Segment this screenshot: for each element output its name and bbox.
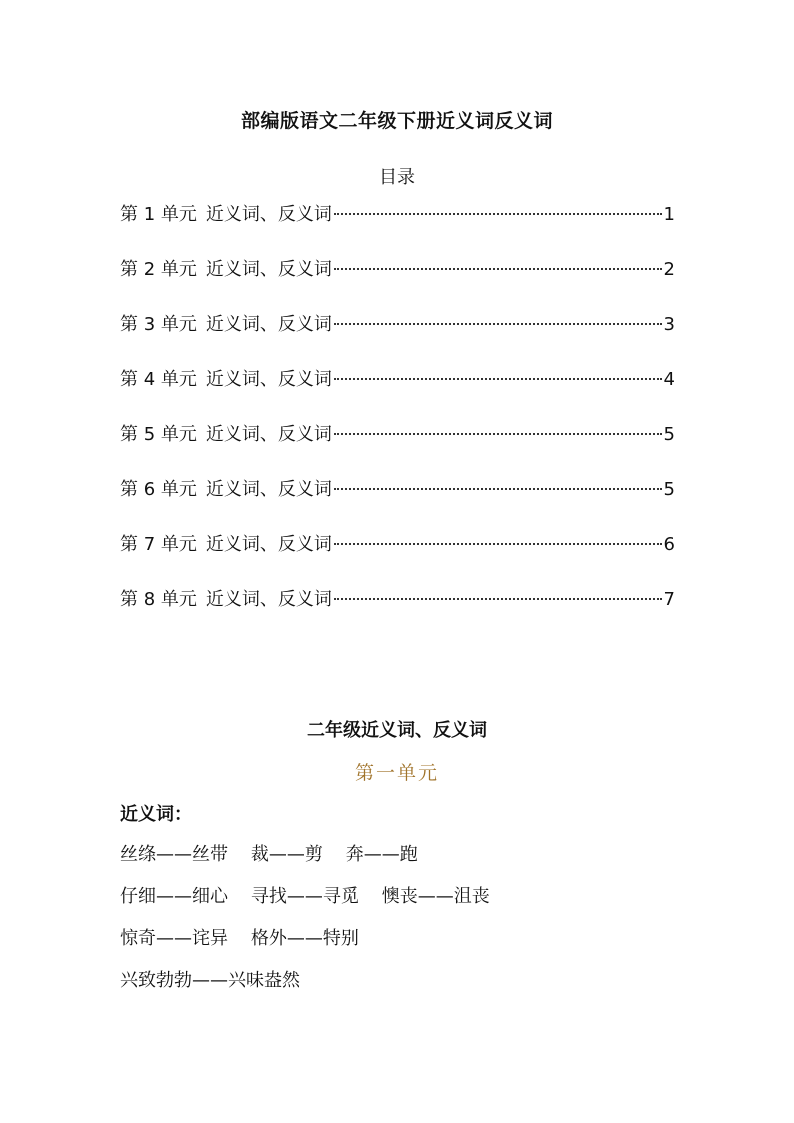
synonym-line: 惊奇——诧异 格外——特别 — [120, 928, 359, 949]
unit-title: 第一单元 — [354, 762, 439, 784]
toc-dot-leader — [334, 433, 662, 435]
synonym-list — [120, 840, 490, 1008]
toc-entry[interactable] — [120, 585, 675, 640]
toc-entry-unit: 第 1 单元 — [120, 204, 197, 225]
toc-entry[interactable] — [120, 310, 675, 365]
toc-entry-topic: 近义词、反义词 — [205, 314, 332, 335]
toc-entry-topic: 近义词、反义词 — [205, 479, 332, 500]
toc-entry-topic: 近义词、反义词 — [205, 589, 332, 610]
toc-entry[interactable] — [120, 200, 675, 255]
toc-entry[interactable] — [120, 255, 675, 310]
toc-entry-unit: 第 8 单元 — [120, 589, 197, 610]
toc-dot-leader — [334, 268, 662, 270]
toc-dot-leader — [334, 598, 662, 600]
toc-entry-unit: 第 6 单元 — [120, 479, 197, 500]
synonyms-label: 近义词： — [120, 804, 192, 825]
toc-entry[interactable] — [120, 420, 675, 475]
toc-entry[interactable] — [120, 475, 675, 530]
toc-entry-topic: 近义词、反义词 — [205, 424, 332, 445]
toc-entry[interactable] — [120, 530, 675, 585]
toc-dot-leader — [334, 323, 662, 325]
toc-dot-leader — [334, 543, 662, 545]
synonym-line: 丝绦——丝带 裁——剪 奔——跑 — [120, 844, 418, 865]
toc-entry-page: 5 — [663, 424, 675, 445]
document-title: 部编版语文二年级下册近义词反义词 — [240, 110, 553, 132]
toc-entry-page: 4 — [663, 369, 675, 390]
synonym-line: 兴致勃勃——兴味盎然 — [120, 970, 300, 991]
toc-entry-page: 5 — [663, 479, 675, 500]
toc-entry-topic: 近义词、反义词 — [205, 369, 332, 390]
toc-dot-leader — [334, 378, 662, 380]
toc-entry-page: 7 — [663, 589, 675, 610]
toc-entry-page: 1 — [663, 204, 675, 225]
toc-dot-leader — [334, 488, 662, 490]
toc-entry-unit: 第 7 单元 — [120, 534, 197, 555]
toc-entry-topic: 近义词、反义词 — [205, 204, 332, 225]
synonym-line: 仔细——细心 寻找——寻觅 懊丧——沮丧 — [120, 886, 490, 907]
table-of-contents — [120, 200, 675, 640]
toc-entry-page: 6 — [663, 534, 675, 555]
toc-entry-unit: 第 3 单元 — [120, 314, 197, 335]
toc-entry-unit: 第 5 单元 — [120, 424, 197, 445]
toc-entry[interactable] — [120, 365, 675, 420]
toc-entry-page: 2 — [663, 259, 675, 280]
toc-entry-topic: 近义词、反义词 — [205, 534, 332, 555]
toc-entry-unit: 第 4 单元 — [120, 369, 197, 390]
toc-dot-leader — [334, 213, 662, 215]
toc-entry-page: 3 — [663, 314, 675, 335]
toc-heading: 目录 — [379, 167, 415, 188]
toc-entry-unit: 第 2 单元 — [120, 259, 197, 280]
section-title: 二年级近义词、反义词 — [307, 720, 487, 741]
toc-entry-topic: 近义词、反义词 — [205, 259, 332, 280]
